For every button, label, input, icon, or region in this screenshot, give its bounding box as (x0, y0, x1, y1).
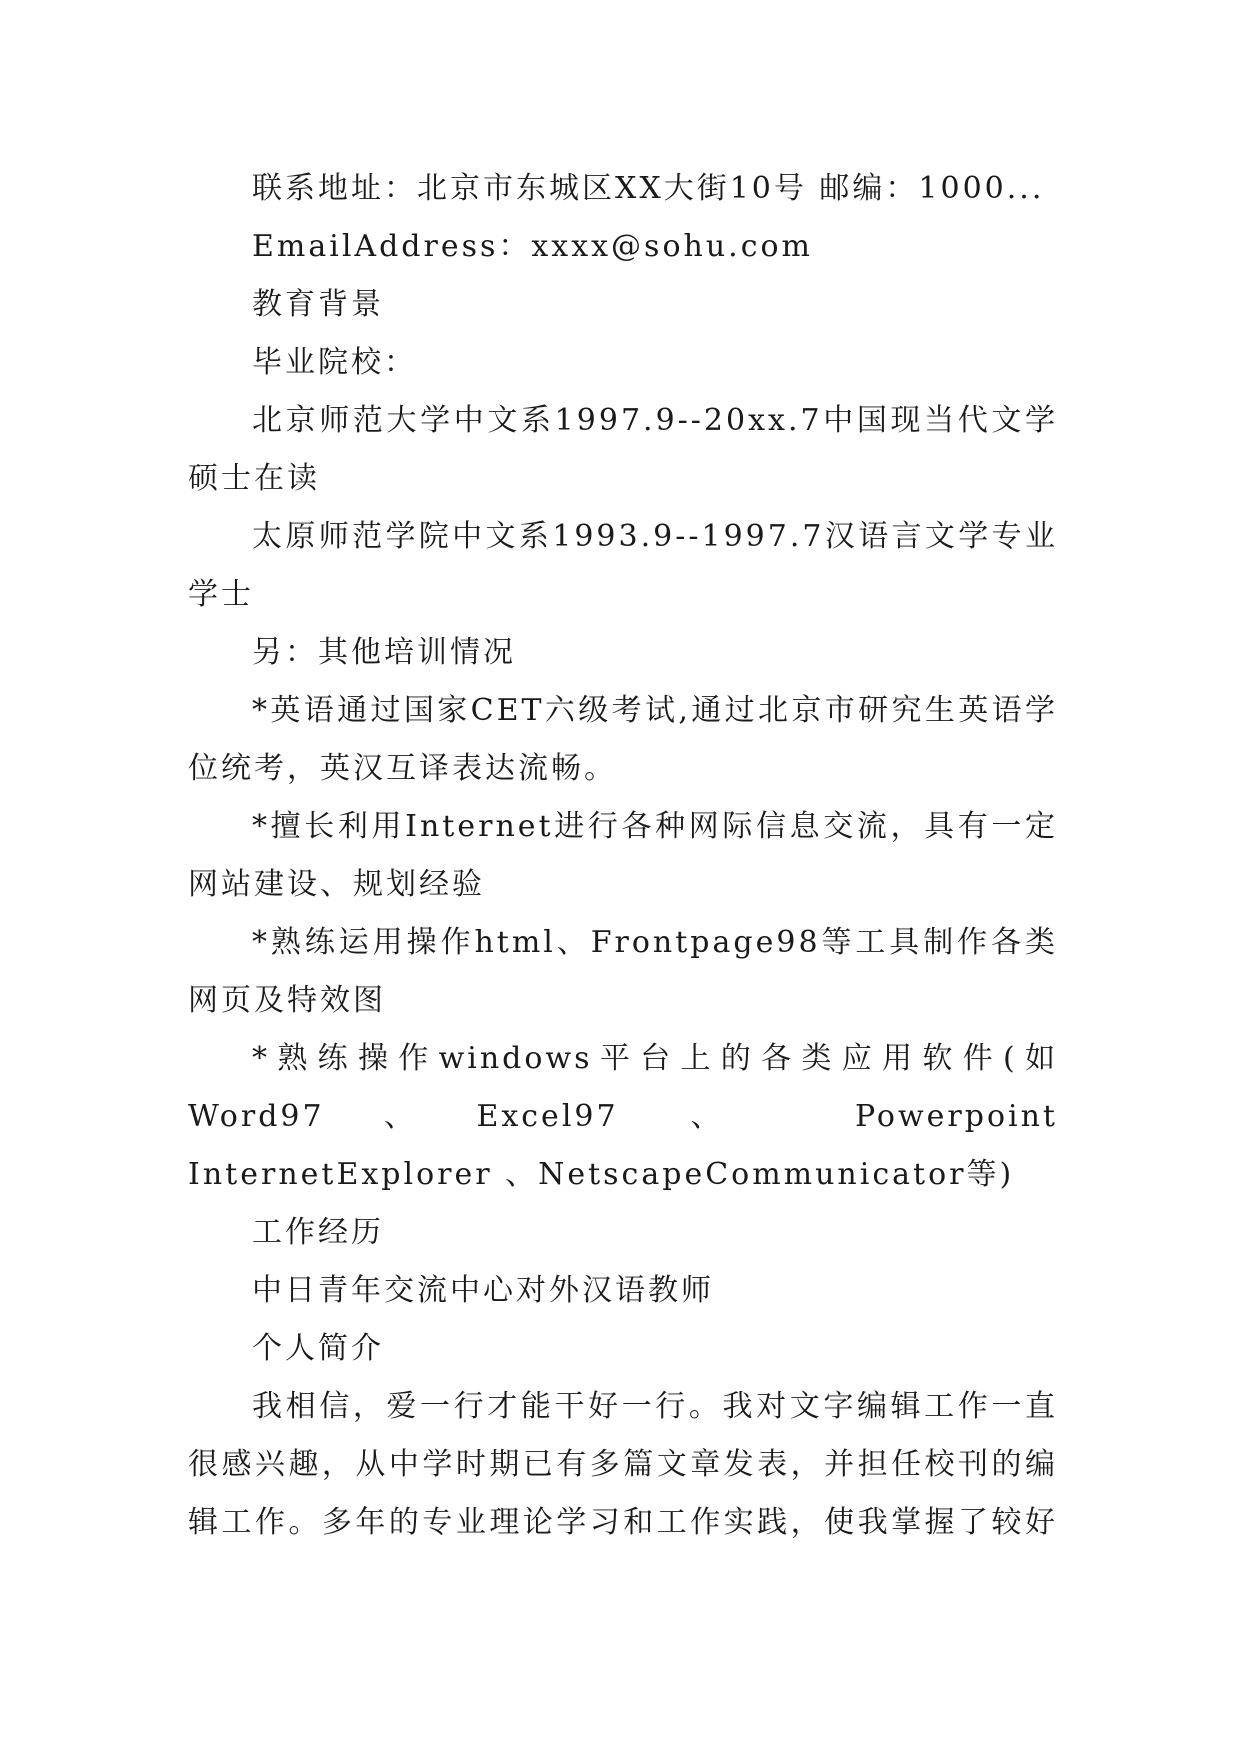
email-address: EmailAddress：xxxx@sohu.com (252, 229, 814, 264)
section-heading-work: 工作经历 (252, 1215, 384, 1250)
training-item-english: *英语通过国家CET六级考试,通过北京市研究生英语学位统考，英汉互译表达流畅。 (188, 693, 1058, 786)
graduate-school-label: 毕业院校： (252, 345, 417, 380)
document-body (188, 160, 1058, 1552)
section-heading-profile: 个人简介 (252, 1331, 384, 1366)
section-heading-education: 教育背景 (252, 287, 384, 322)
training-item-internet: *擅长利用Internet进行各种网际信息交流，具有一定网站建设、规划经验 (188, 809, 1058, 902)
work-entry-1: 中日青年交流中心对外汉语教师 (252, 1273, 714, 1308)
education-entry-2: 太原师范学院中文系1993.9--1997.7汉语言文学专业学士 (188, 519, 1058, 612)
contact-address: 联系地址：北京市东城区XX大街10号 邮编：1000... (252, 171, 1045, 206)
profile-text: 我相信，爱一行才能干好一行。我对文字编辑工作一直很感兴趣，从中学时期已有多篇文章发表，并担任校刊的编辑工作。多年的专业理论学习和工作实践，使我掌握了较好 (188, 1389, 1058, 1540)
training-item-windows: *熟练操作windows平台上的各类应用软件(如Word97、Excel97 、 Powerpoint InternetExplorer 、NetscapeCommunicator等) (188, 1041, 1058, 1192)
education-entry-1: 北京师范大学中文系1997.9--20xx.7中国现当代文学硕士在读 (188, 403, 1058, 496)
training-item-html: *熟练运用操作html、Frontpage98等工具制作各类网页及特效图 (188, 925, 1058, 1018)
training-heading: 另：其他培训情况 (252, 635, 516, 670)
